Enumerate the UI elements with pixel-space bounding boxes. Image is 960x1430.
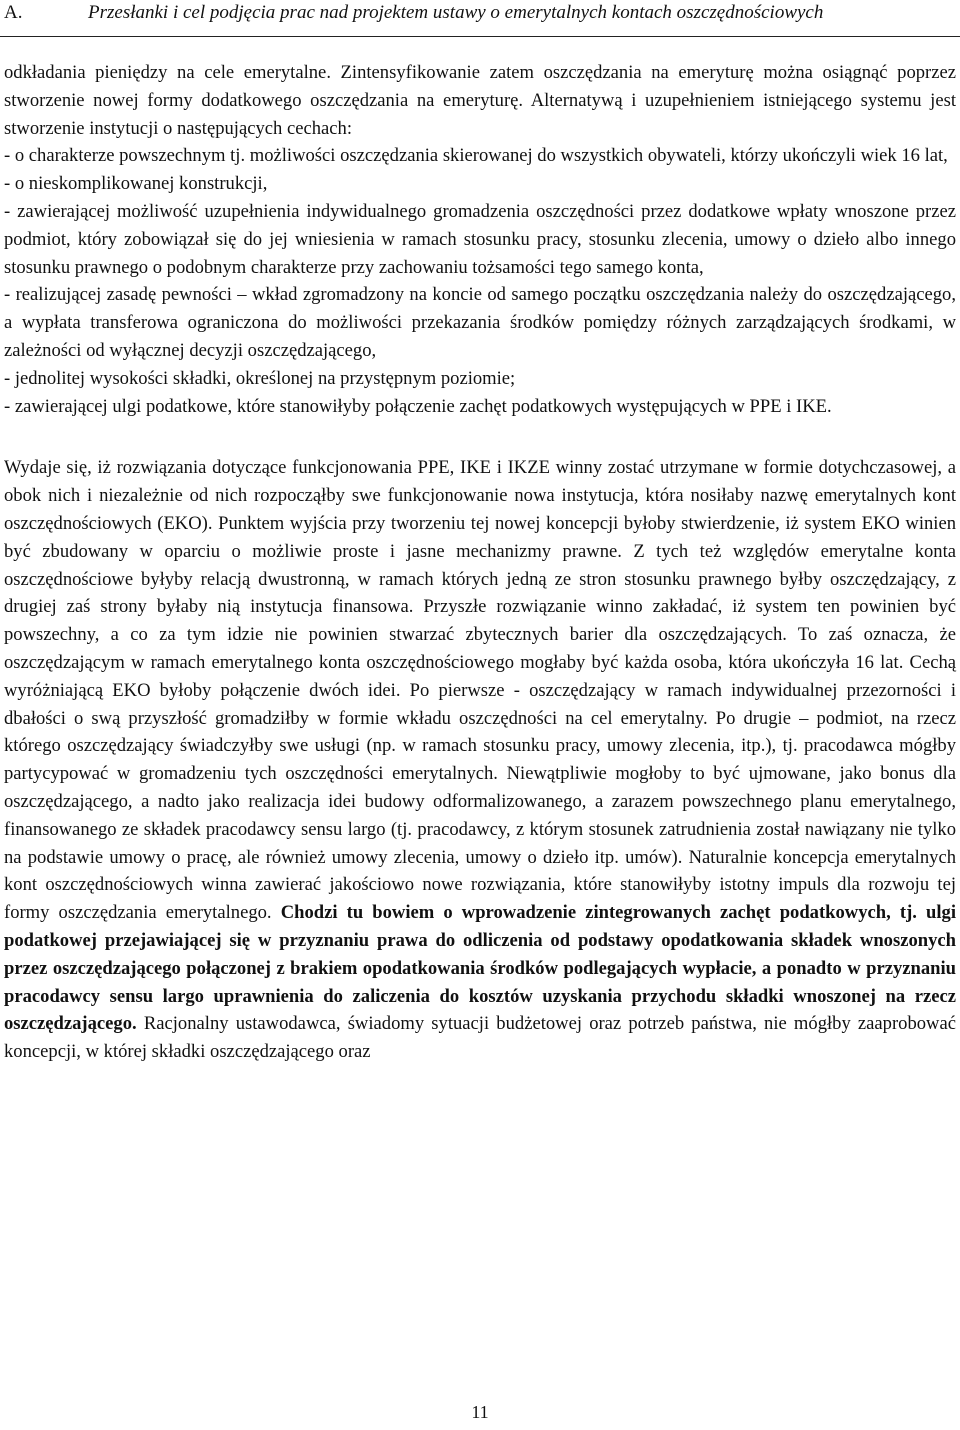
header-section-title: Przesłanki i cel podjęcia prac nad projektem ustawy o emerytalnych kontach oszczędnościowych	[88, 2, 824, 23]
list-item: - zawierającej możliwość uzupełnienia indywidualnego gromadzenia oszczędności przez dodatkowe wpłaty wnoszone przez podmiot, który zobowiązał się do jej wniesienia w ramach stosunku pracy, stosunku zlecenia, umowy o dzieło albo innego stosunku prawnego o podobnym charakterze przy zachowaniu tożsamości tego samego konta,	[4, 200, 956, 278]
list-item: - jednolitej wysokości składki, określonej na przystępnym poziomie;	[4, 367, 516, 389]
paragraph-text: Wydaje się, iż rozwiązania dotyczące funkcjonowania PPE, IKE i IKZE winny zostać utrzymane w formie dotychczasowej, a obok nich i niezależnie od nich rozpocząłby swe funkcjonowanie nowa instytucja, która nosiłaby nazwę emerytalnych kont oszczędnościowych (EKO). Punktem wyjścia przy tworzeniu tej nowej koncepcji byłoby stwierdzenie, iż system EKO winien być zbudowany w oparciu o możliwie proste i jasne mechanizmy prawne. Z tych też względów emerytalne konta oszczędnościowe byłyby relacją dwustronną, w ramach których jedną ze stron stosunku prawnego byłby oszczędzający, z drugiej zaś strony byłaby nią instytucja finansowa. Przyszłe rozwiązanie winno zakładać, iż system ten powinien być powszechny, a co za tym idzie nie powinien stwarzać zbytecznych barier dla oszczędzających. To zaś oznacza, że oszczędzającym w ramach emerytalnego konta oszczędnościowego mogłaby być każda osoba, która ukończyła 16 lat. Cechą wyróżniającą EKO byłoby połączenie dwóch idei. Po pierwsze - oszczędzający w ramach indywidualnej przezorności i dbałości o swą przyszłość gromadziłby w formie wkładu oszczędności na cel emerytalny. Po drugie – podmiot, na rzecz którego oszczędzający świadczyłby swe usługi (np. w ramach stosunku pracy, umowy zlecenia, itp.), tj. pracodawca mógłby partycypować w gromadzeniu tych oszczędności emerytalnych. Niewątpliwie mogłoby to być ujmowane, jako bonus dla oszczędzającego, a nadto jako realizacja idei budowy odformalizowanego, a zarazem powszechnego planu emerytalnego, finansowanego ze składek pracodawcy sensu largo (tj. pracodawcy, z którym stosunek zatrudnienia został nawiązany nie tylko na podstawie umowy o pracę, ale również umowy zlecenia, umowy o dzieło itp. umów). Naturalnie koncepcja emerytalnych kont oszczędnościowych winna zawierać jakościowo nowe rozwiązania, które stanowiłyby istotny impuls dla rozwoju tej formy oszczędzania emerytalnego.	[4, 457, 956, 924]
paragraph-bold-text: Chodzi tu bowiem o wprowadzenie zintegrowanych zachęt podatkowych, tj. ulgi podatkowej przejawiającej się w przyznaniu prawa do odliczenia od podstawy opodatkowania składek wnoszonych przez oszczędzającego połączonej z brakiem opodatkowania środków podlegających wypłacie, a ponadto w przyznaniu pracodawcy sensu largo uprawnienia do zaliczenia do kosztów uzyskania przychodu składki wnoszonej na rzecz oszczędzającego.	[4, 902, 956, 1035]
list-item: - zawierającej ulgi podatkowe, które stanowiłyby połączenie zachęt podatkowych występujących w PPE i IKE.	[4, 395, 832, 417]
list-item: - realizującej zasadę pewności – wkład zgromadzony na koncie od samego początku oszczędzania należy do oszczędzającego, a wypłata transferowa ograniczona do możliwości przekazania środków pomiędzy różnych zarządzających środkami, w zależności od wyłącznej decyzji oszczędzającego,	[4, 284, 956, 361]
paragraph-tail-text: Racjonalny ustawodawca, świadomy sytuacji budżetowej oraz potrzeb państwa, nie mógłby zaaprobować koncepcji, w której składki oszczędzającego oraz	[4, 1013, 956, 1063]
list-item: - o charakterze powszechnym tj. możliwości oszczędzania skierowanej do wszystkich obywateli, którzy ukończyli wiek 16 lat,	[4, 145, 948, 167]
list-item: - o nieskomplikowanej konstrukcji,	[4, 173, 268, 195]
main-paragraph	[4, 454, 956, 1066]
document-body	[4, 59, 956, 1066]
running-header	[0, 0, 960, 37]
intro-paragraph: odkładania pieniędzy na cele emerytalne. Zintensyfikowanie zatem oszczędzania na emeryturę można osiągnąć poprzez stworzenie nowej formy dodatkowego oszczędzania na emeryturę. Alternatywą i uzupełnieniem istniejącego systemu jest stworzenie instytucji o następujących cechach:	[4, 62, 956, 139]
header-section-letter: A.	[4, 2, 23, 23]
page-number: 11	[471, 1402, 489, 1422]
paragraph-gap	[4, 420, 956, 454]
